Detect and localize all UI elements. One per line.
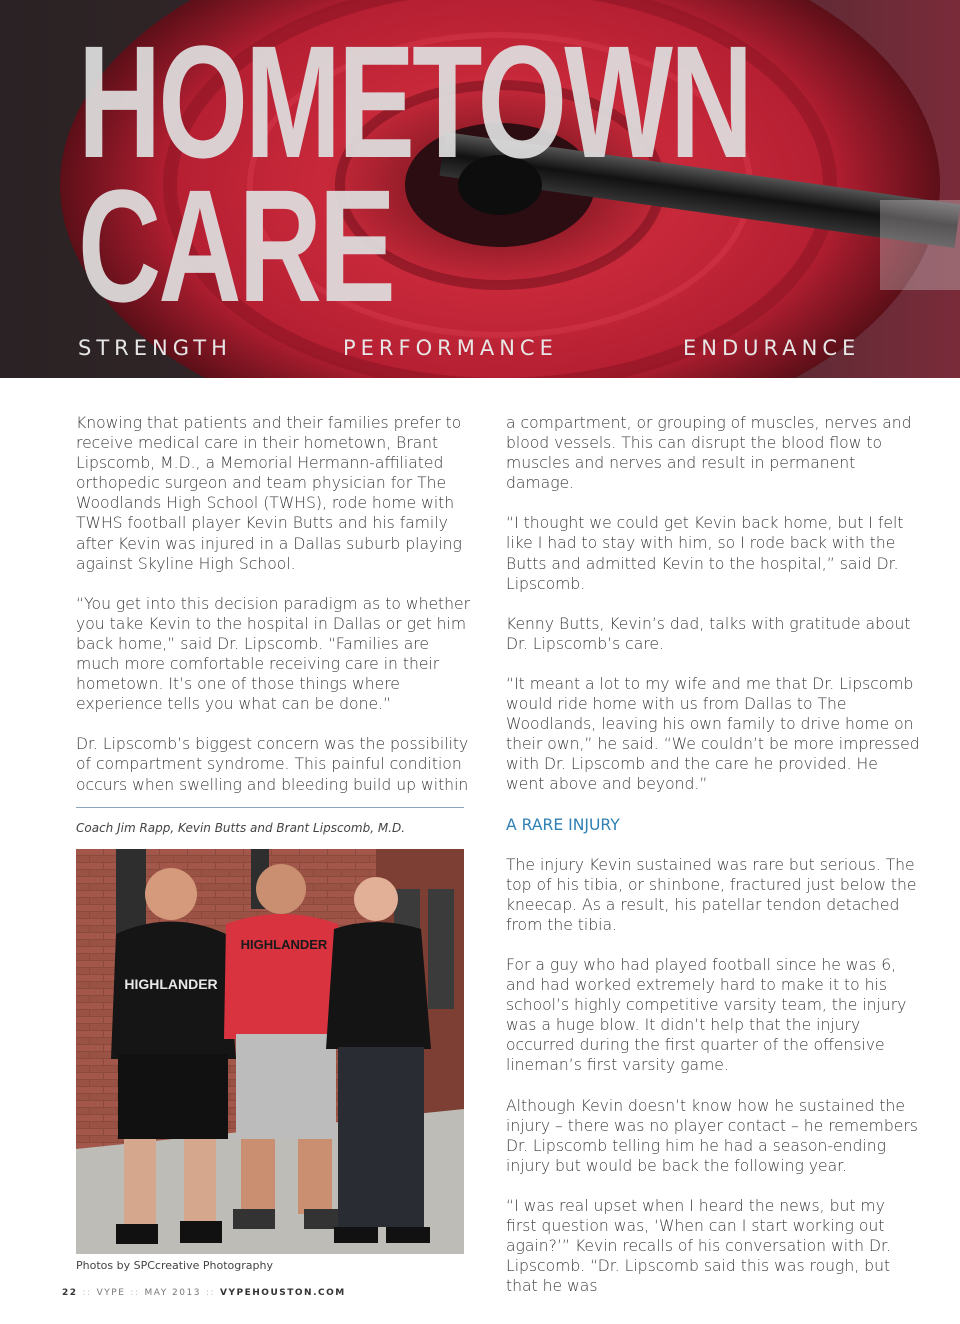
paragraph: Although Kevin doesn’t know how he sustained the injury – there was no player contact – he remembers Dr. Lipscomb telling him he had a season-ending injury but would be back the following year. <box>506 1096 918 1175</box>
page-footer: 22 :: VYPE :: MAY 2013 :: VYPEHOUSTON.COM <box>62 1288 346 1298</box>
photo-illustration <box>76 849 464 1254</box>
paragraph: “I thought we could get Kevin back home, but I felt like I had to stay with him, so I rode back with the Butts and admitted Kevin to the hospital,” said Dr. Lipscomb. <box>506 514 904 593</box>
paragraph: Knowing that patients and their families prefer to receive medical care in their hometown, Brant Lipscomb, M.D., a Memorial Hermann-affiliated orthopedic surgeon and team physician for The Woodlands High School (TWHS), rode home with TWHS football player Kevin Butts and his family after Kevin was injured in a Dallas suburb playing against Skyline High School. <box>76 414 462 573</box>
paragraph: “I was real upset when I heard the news, but my first question was, ‘When can I start working out again?’” Kevin recalls of his conversation with Dr. Lipscomb. “Dr. Lipscomb said this was rough, but that he was <box>506 1196 891 1296</box>
paragraph: “It meant a lot to my wife and me that Dr. Lipscomb would ride home with us from Dallas to The Woodlands, leaving his own family to drive home on their own,” he said. “We couldn’t be more impressed with Dr. Lipscomb and the care he provided. He went above and beyond.” <box>506 674 920 794</box>
page-number: 22 <box>62 1288 78 1298</box>
paragraph: For a guy who had played football since he was 6, and had worked extremely hard to make it to his school’s highly competitive varsity team, the injury was a huge blow. It didn’t help that the injury occurred during the first quarter of the offensive lineman’s first varsity game. <box>506 955 907 1075</box>
hero-banner <box>0 0 960 378</box>
article-column-right <box>506 413 920 1316</box>
paragraph: Dr. Lipscomb’s biggest concern was the possibility of compartment syndrome. This painful condition occurs when swelling and bleeding build up within <box>76 735 469 794</box>
tagline-performance: PERFORMANCE <box>343 336 558 360</box>
article-column-left <box>76 413 476 815</box>
group-photo <box>76 849 464 1254</box>
headline-line-1: HOMETOWN <box>78 12 751 191</box>
tagline-endurance: ENDURANCE <box>683 336 861 360</box>
website-link[interactable]: VYPEHOUSTON.COM <box>220 1288 346 1298</box>
shirt-text-middle: HIGHLANDER <box>240 937 328 952</box>
paragraph: “You get into this decision paradigm as to whether you take Kevin to the hospital in Dallas or get him back home,” said Dr. Lipscomb. “Families are much more comfortable receiving care in their hometown. It’s one of those things where experience tells you what can be done.” <box>76 594 471 714</box>
paragraph: The injury Kevin sustained was rare but serious. The top of his tibia, or shinbone, fractured just below the kneecap. As a result, his patellar tendon detached from the tibia. <box>506 855 917 934</box>
shirt-text-left: HIGHLANDER <box>124 976 218 992</box>
paragraph: a compartment, or grouping of muscles, nerves and blood vessels. This can disrupt the blood flow to muscles and nerves and result in permanent damage. <box>506 414 912 493</box>
caption-divider <box>76 807 464 808</box>
paragraph: Kenny Butts, Kevin’s dad, talks with gratitude about Dr. Lipscomb’s care. <box>506 614 911 653</box>
photo-caption: Coach Jim Rapp, Kevin Butts and Brant Lipscomb, M.D. <box>76 821 406 835</box>
section-subhead: A RARE INJURY <box>506 815 620 834</box>
magazine-name: VYPE <box>96 1288 126 1298</box>
tagline-strength: STRENGTH <box>78 336 232 360</box>
headline-line-2: CARE <box>78 156 393 335</box>
issue-date: MAY 2013 <box>144 1288 201 1298</box>
photo-credit: Photos by SPCcreative Photography <box>76 1259 273 1272</box>
